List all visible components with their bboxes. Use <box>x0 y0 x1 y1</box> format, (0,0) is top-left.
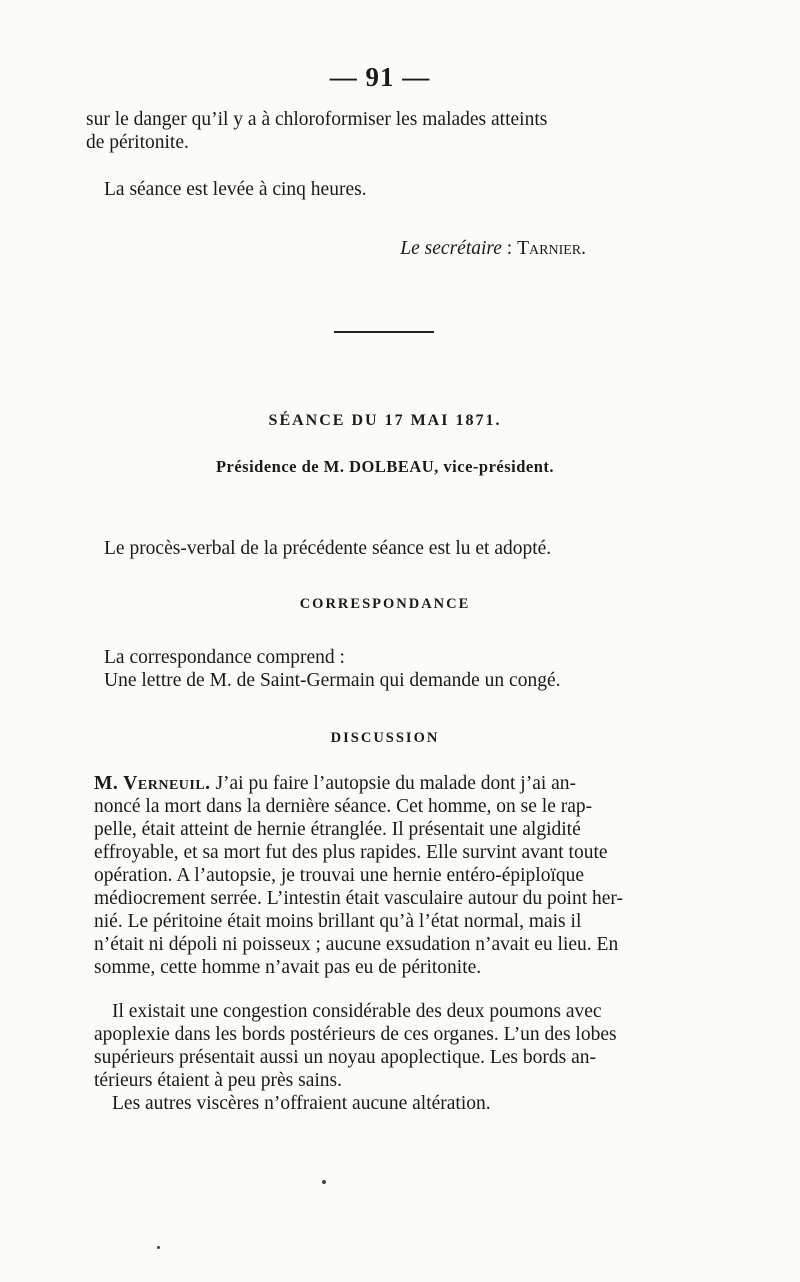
text-line: pelle, était atteint de hernie étranglée. Il présentait une algidité <box>94 819 581 840</box>
text-line: somme, cette homme n’avait pas eu de péritonite. <box>94 957 482 978</box>
ink-speck <box>157 1246 160 1249</box>
text-line: apoplexie dans les bords postérieurs de ces organes. L’un des lobes <box>94 1024 617 1045</box>
signature-role: Le secrétaire <box>400 238 502 259</box>
signature-name: Tarnier. <box>517 238 586 259</box>
top-paragraph <box>86 108 698 154</box>
presidency-line: Présidence de M. DOLBEAU, vice-président. <box>215 457 555 476</box>
text-line: Une lettre de M. de Saint-Germain qui demande un congé. <box>104 670 561 691</box>
section-divider <box>334 331 434 333</box>
discussion-heading: DISCUSSION <box>330 730 440 746</box>
signature <box>86 237 586 260</box>
discussion-paragraph-1 <box>94 772 700 979</box>
discussion-paragraph-2 <box>94 1000 700 1092</box>
text-line: térieurs étaient à peu près sains. <box>94 1070 342 1091</box>
text-line: de péritonite. <box>86 132 189 153</box>
text-line: médiocrement serrée. L’intestin était vasculaire autour du point her- <box>94 888 623 909</box>
text-line: noncé la mort dans la dernière séance. Cet homme, on se le rap- <box>94 796 593 817</box>
closing-line: La séance est levée à cinq heures. <box>104 179 367 200</box>
text-line: nié. Le péritoine était moins brillant qu’à l’état normal, mais il <box>94 911 582 932</box>
session-title: SÉANCE DU 17 MAI 1871. <box>268 412 502 429</box>
text-line: opération. A l’autopsie, je trouvai une hernie entéro-épiploïque <box>94 865 585 886</box>
text-line: effroyable, et sa mort fut des plus rapides. Elle survint avant toute <box>94 842 608 863</box>
signature-separator: : <box>501 238 518 259</box>
text-line: La correspondance comprend : <box>104 647 345 668</box>
text-line <box>94 772 700 795</box>
text-line: supérieurs présentait aussi un noyau apoplectique. Les bords an- <box>94 1047 596 1068</box>
page-number: — 91 — <box>329 62 431 92</box>
correspondence-body <box>86 646 698 692</box>
text-line: sur le danger qu’il y a à chloroformiser les malades atteints <box>86 109 548 130</box>
text-line: n’était ni dépoli ni poisseux ; aucune exsudation n’avait eu lieu. En <box>94 934 619 955</box>
correspondence-heading: CORRESPONDANCE <box>299 596 471 612</box>
speaker-name: M. Verneuil. <box>94 773 211 794</box>
text-fragment: J’ai pu faire l’autopsie du malade dont j’ai an- <box>210 773 577 794</box>
text-line: Il existait une congestion considérable des deux poumons avec <box>112 1001 602 1022</box>
discussion-paragraph-3: Les autres viscères n’offraient aucune altération. <box>112 1093 491 1114</box>
ink-speck <box>322 1180 326 1184</box>
minutes-line: Le procès-verbal de la précédente séance est lu et adopté. <box>104 538 552 559</box>
